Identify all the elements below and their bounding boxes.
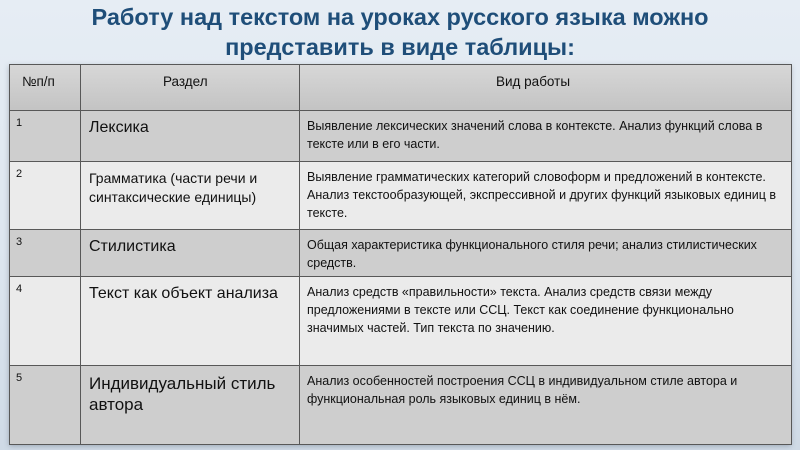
row-kind: Общая характеристика функционального стиля речи; анализ стилистических средств. [300, 230, 792, 277]
header-kind: Вид работы [300, 65, 792, 111]
table-row [10, 277, 792, 366]
row-section: Грамматика (части речи и синтаксические единицы) [81, 162, 300, 230]
row-kind: Анализ средств «правильности» текста. Анализ средств связи между предложениями в тексте или ССЦ. Текст как соединение функционально значимых частей. Тип текста по значению. [300, 277, 792, 366]
row-kind: Выявление лексических значений слова в контексте. Анализ функций слова в тексте или в его части. [300, 111, 792, 162]
row-number: 2 [10, 162, 81, 230]
slide-title-line-1: Работу над текстом на уроках русского языка можно [91, 4, 709, 30]
header-section: Раздел [81, 65, 300, 111]
row-kind: Выявление грамматических категорий словоформ и предложений в контексте. Анализ текстообразующей, экспрессивной и других функций языковых единиц в тексте. [300, 162, 792, 230]
table-header-row [10, 65, 792, 111]
work-table-container [9, 64, 791, 444]
header-num: №п/п [10, 65, 81, 111]
row-number: 1 [10, 111, 81, 162]
slide-title-line-2: представить в виде таблицы: [225, 34, 575, 60]
row-kind: Анализ особенностей построения ССЦ в индивидуальном стиле автора и функциональная роль языковых единиц в нём. [300, 366, 792, 445]
row-number: 3 [10, 230, 81, 277]
table-row [10, 162, 792, 230]
row-number: 5 [10, 366, 81, 445]
row-number: 4 [10, 277, 81, 366]
work-table [9, 64, 792, 445]
table-row [10, 111, 792, 162]
row-section: Индивидуальный стиль автора [81, 366, 300, 445]
table-row [10, 366, 792, 445]
table-row [10, 230, 792, 277]
slide-title [0, 2, 800, 62]
row-section: Текст как объект анализа [81, 277, 300, 366]
row-section: Стилистика [81, 230, 300, 277]
row-section: Лексика [81, 111, 300, 162]
